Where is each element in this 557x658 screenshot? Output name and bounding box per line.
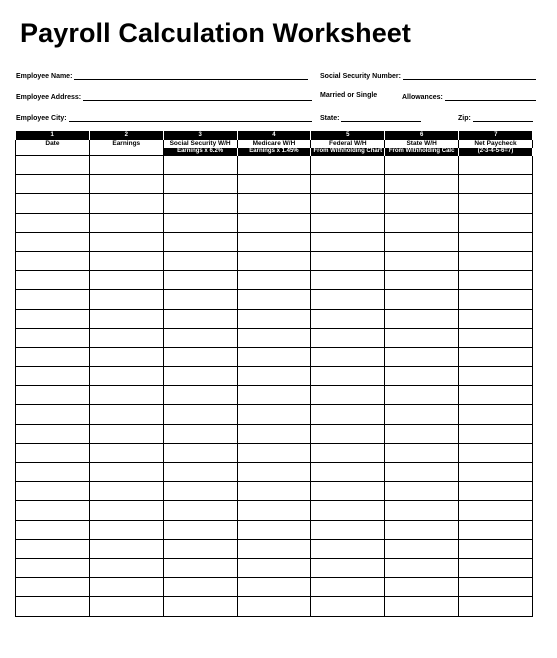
column-number: 1 [16,131,90,140]
cell-federal[interactable] [311,309,385,328]
table-row [16,482,533,501]
cell-earnings[interactable] [89,175,163,194]
cell-federal[interactable] [311,578,385,597]
table-row [16,367,533,386]
header-social-security: Social Security W/H [163,140,237,148]
cell-social-security[interactable] [163,482,237,501]
employee-address-line[interactable] [83,92,312,101]
subheader-date [16,148,90,156]
cell-social-security[interactable] [163,539,237,558]
cell-federal[interactable] [311,424,385,443]
cell-earnings[interactable] [89,443,163,462]
cell-medicare[interactable] [237,251,311,270]
subheader-state: From Withholding Calc [385,148,459,156]
cell-medicare[interactable] [237,482,311,501]
cell-medicare[interactable] [237,443,311,462]
cell-federal[interactable] [311,520,385,539]
state-label: State: [320,115,340,122]
cell-date[interactable] [16,405,90,424]
header-earnings: Earnings [89,140,163,148]
table-row [16,405,533,424]
cell-medicare[interactable] [237,520,311,539]
zip-line[interactable] [473,113,533,122]
cell-federal[interactable] [311,482,385,501]
cell-date[interactable] [16,501,90,520]
cell-federal[interactable] [311,156,385,175]
cell-federal[interactable] [311,175,385,194]
cell-date[interactable] [16,463,90,482]
cell-medicare[interactable] [237,271,311,290]
cell-state[interactable] [385,271,459,290]
cell-date[interactable] [16,578,90,597]
cell-medicare[interactable] [237,597,311,616]
employee-city-field[interactable] [16,113,312,122]
cell-date[interactable] [16,520,90,539]
cell-net-paycheck[interactable] [459,386,533,405]
cell-medicare[interactable] [237,501,311,520]
cell-state[interactable] [385,463,459,482]
cell-state[interactable] [385,194,459,213]
employee-name-label: Employee Name: [16,73,73,80]
employee-address-field[interactable] [16,92,312,101]
cell-net-paycheck[interactable] [459,251,533,270]
cell-net-paycheck[interactable] [459,443,533,462]
cell-federal[interactable] [311,443,385,462]
cell-date[interactable] [16,328,90,347]
cell-date[interactable] [16,175,90,194]
cell-net-paycheck[interactable] [459,424,533,443]
zip-field[interactable] [458,113,533,122]
ssn-label: Social Security Number: [320,73,401,80]
cell-earnings[interactable] [89,501,163,520]
cell-earnings[interactable] [89,578,163,597]
cell-earnings[interactable] [89,482,163,501]
cell-medicare[interactable] [237,309,311,328]
allowances-field[interactable] [402,92,536,101]
cell-medicare[interactable] [237,328,311,347]
table-row [16,232,533,251]
cell-federal[interactable] [311,232,385,251]
cell-earnings[interactable] [89,232,163,251]
cell-earnings[interactable] [89,194,163,213]
cell-date[interactable] [16,194,90,213]
cell-state[interactable] [385,578,459,597]
cell-state[interactable] [385,156,459,175]
table-row [16,424,533,443]
table-row [16,347,533,366]
cell-earnings[interactable] [89,597,163,616]
subheader-earnings [89,148,163,156]
column-number: 5 [311,131,385,140]
married-single-label: Married or Single [320,92,378,99]
table-row [16,443,533,462]
cell-earnings[interactable] [89,558,163,577]
cell-medicare[interactable] [237,424,311,443]
cell-state[interactable] [385,520,459,539]
table-row [16,175,533,194]
cell-date[interactable] [16,156,90,175]
cell-earnings[interactable] [89,347,163,366]
cell-federal[interactable] [311,539,385,558]
cell-medicare[interactable] [237,367,311,386]
cell-earnings[interactable] [89,520,163,539]
cell-date[interactable] [16,558,90,577]
cell-social-security[interactable] [163,463,237,482]
cell-federal[interactable] [311,597,385,616]
cell-federal[interactable] [311,290,385,309]
table-row [16,328,533,347]
cell-earnings[interactable] [89,463,163,482]
ssn-line[interactable] [403,71,536,80]
table-row [16,156,533,175]
cell-earnings[interactable] [89,539,163,558]
employee-city-line[interactable] [69,113,312,122]
cell-state[interactable] [385,367,459,386]
cell-state[interactable] [385,290,459,309]
cell-federal[interactable] [311,463,385,482]
allowances-label: Allowances: [402,94,443,101]
table-row [16,520,533,539]
page-title: Payroll Calculation Worksheet [20,18,412,48]
cell-net-paycheck[interactable] [459,194,533,213]
cell-state[interactable] [385,597,459,616]
cell-medicare[interactable] [237,463,311,482]
cell-social-security[interactable] [163,156,237,175]
cell-social-security[interactable] [163,271,237,290]
cell-earnings[interactable] [89,309,163,328]
cell-earnings[interactable] [89,156,163,175]
cell-net-paycheck[interactable] [459,463,533,482]
table-row [16,309,533,328]
cell-state[interactable] [385,539,459,558]
cell-state[interactable] [385,175,459,194]
cell-date[interactable] [16,347,90,366]
header-federal: Federal W/H [311,140,385,148]
cell-date[interactable] [16,482,90,501]
cell-federal[interactable] [311,271,385,290]
cell-date[interactable] [16,597,90,616]
cell-social-security[interactable] [163,232,237,251]
column-number-row [16,131,533,140]
cell-social-security[interactable] [163,578,237,597]
cell-net-paycheck[interactable] [459,309,533,328]
table-row [16,463,533,482]
allowances-line[interactable] [445,92,536,101]
cell-net-paycheck[interactable] [459,520,533,539]
table-row [16,251,533,270]
column-number: 2 [89,131,163,140]
table-row [16,271,533,290]
married-single-field [320,92,379,99]
cell-federal[interactable] [311,558,385,577]
cell-date[interactable] [16,213,90,232]
ssn-field[interactable] [320,71,536,80]
cell-federal[interactable] [311,213,385,232]
field-row-1 [16,71,533,85]
cell-federal[interactable] [311,347,385,366]
state-line[interactable] [341,113,421,122]
column-number: 7 [459,131,533,140]
cell-social-security[interactable] [163,347,237,366]
cell-net-paycheck[interactable] [459,213,533,232]
cell-net-paycheck[interactable] [459,328,533,347]
cell-social-security[interactable] [163,443,237,462]
column-header-row [16,140,533,148]
cell-social-security[interactable] [163,194,237,213]
subheader-social-security: Earnings x 6.2% [163,148,237,156]
cell-earnings[interactable] [89,367,163,386]
cell-federal[interactable] [311,405,385,424]
cell-net-paycheck[interactable] [459,597,533,616]
cell-state[interactable] [385,501,459,520]
cell-date[interactable] [16,271,90,290]
cell-net-paycheck[interactable] [459,232,533,251]
table-row [16,597,533,616]
cell-net-paycheck[interactable] [459,290,533,309]
cell-date[interactable] [16,539,90,558]
table-row [16,386,533,405]
cell-earnings[interactable] [89,271,163,290]
cell-medicare[interactable] [237,156,311,175]
table-row [16,194,533,213]
cell-medicare[interactable] [237,290,311,309]
header-net-paycheck: Net Paycheck [459,140,533,148]
subheader-net-paycheck: (2-3-4-5-6=7) [459,148,533,156]
cell-medicare[interactable] [237,405,311,424]
cell-earnings[interactable] [89,251,163,270]
cell-medicare[interactable] [237,232,311,251]
cell-net-paycheck[interactable] [459,347,533,366]
employee-name-line[interactable] [74,71,308,80]
column-subheader-row [16,148,533,156]
cell-social-security[interactable] [163,175,237,194]
cell-net-paycheck[interactable] [459,501,533,520]
cell-date[interactable] [16,290,90,309]
table-row [16,539,533,558]
cell-earnings[interactable] [89,424,163,443]
cell-state[interactable] [385,232,459,251]
zip-label: Zip: [458,115,471,122]
cell-net-paycheck[interactable] [459,405,533,424]
employee-address-label: Employee Address: [16,94,82,101]
table-row [16,501,533,520]
cell-state[interactable] [385,386,459,405]
cell-social-security[interactable] [163,520,237,539]
cell-social-security[interactable] [163,328,237,347]
cell-social-security[interactable] [163,290,237,309]
cell-date[interactable] [16,386,90,405]
subheader-federal: From Withholding Chart [311,148,385,156]
cell-state[interactable] [385,309,459,328]
cell-net-paycheck[interactable] [459,558,533,577]
cell-medicare[interactable] [237,558,311,577]
table-row [16,578,533,597]
field-row-2 [16,92,533,106]
cell-state[interactable] [385,251,459,270]
cell-state[interactable] [385,328,459,347]
cell-medicare[interactable] [237,194,311,213]
subheader-medicare: Earnings x 1.45% [237,148,311,156]
cell-state[interactable] [385,482,459,501]
cell-state[interactable] [385,347,459,366]
cell-date[interactable] [16,443,90,462]
cell-medicare[interactable] [237,578,311,597]
cell-state[interactable] [385,443,459,462]
cell-net-paycheck[interactable] [459,539,533,558]
cell-medicare[interactable] [237,347,311,366]
column-number: 4 [237,131,311,140]
cell-federal[interactable] [311,367,385,386]
cell-net-paycheck[interactable] [459,175,533,194]
cell-net-paycheck[interactable] [459,156,533,175]
cell-state[interactable] [385,213,459,232]
table-row [16,213,533,232]
table-row [16,558,533,577]
cell-state[interactable] [385,558,459,577]
cell-net-paycheck[interactable] [459,271,533,290]
cell-date[interactable] [16,251,90,270]
cell-social-security[interactable] [163,309,237,328]
header-medicare: Medicare W/H [237,140,311,148]
cell-social-security[interactable] [163,386,237,405]
cell-state[interactable] [385,424,459,443]
cell-medicare[interactable] [237,175,311,194]
cell-state[interactable] [385,405,459,424]
table-row [16,290,533,309]
cell-social-security[interactable] [163,558,237,577]
cell-federal[interactable] [311,328,385,347]
field-row-3 [16,113,533,127]
cell-date[interactable] [16,309,90,328]
cell-medicare[interactable] [237,386,311,405]
cell-federal[interactable] [311,251,385,270]
payroll-table [15,131,533,617]
cell-earnings[interactable] [89,213,163,232]
cell-earnings[interactable] [89,290,163,309]
column-number: 6 [385,131,459,140]
cell-federal[interactable] [311,386,385,405]
cell-social-security[interactable] [163,405,237,424]
cell-federal[interactable] [311,501,385,520]
cell-date[interactable] [16,424,90,443]
cell-federal[interactable] [311,194,385,213]
cell-date[interactable] [16,367,90,386]
cell-earnings[interactable] [89,405,163,424]
cell-social-security[interactable] [163,213,237,232]
cell-net-paycheck[interactable] [459,482,533,501]
header-date: Date [16,140,90,148]
column-number: 3 [163,131,237,140]
cell-date[interactable] [16,232,90,251]
table-body [16,156,533,617]
header-state: State W/H [385,140,459,148]
cell-medicare[interactable] [237,213,311,232]
state-field[interactable] [320,113,421,122]
cell-net-paycheck[interactable] [459,367,533,386]
cell-social-security[interactable] [163,424,237,443]
cell-social-security[interactable] [163,501,237,520]
cell-social-security[interactable] [163,367,237,386]
cell-net-paycheck[interactable] [459,578,533,597]
cell-earnings[interactable] [89,386,163,405]
cell-earnings[interactable] [89,328,163,347]
cell-social-security[interactable] [163,251,237,270]
employee-name-field[interactable] [16,71,308,80]
employee-city-label: Employee City: [16,115,67,122]
cell-social-security[interactable] [163,597,237,616]
cell-medicare[interactable] [237,539,311,558]
